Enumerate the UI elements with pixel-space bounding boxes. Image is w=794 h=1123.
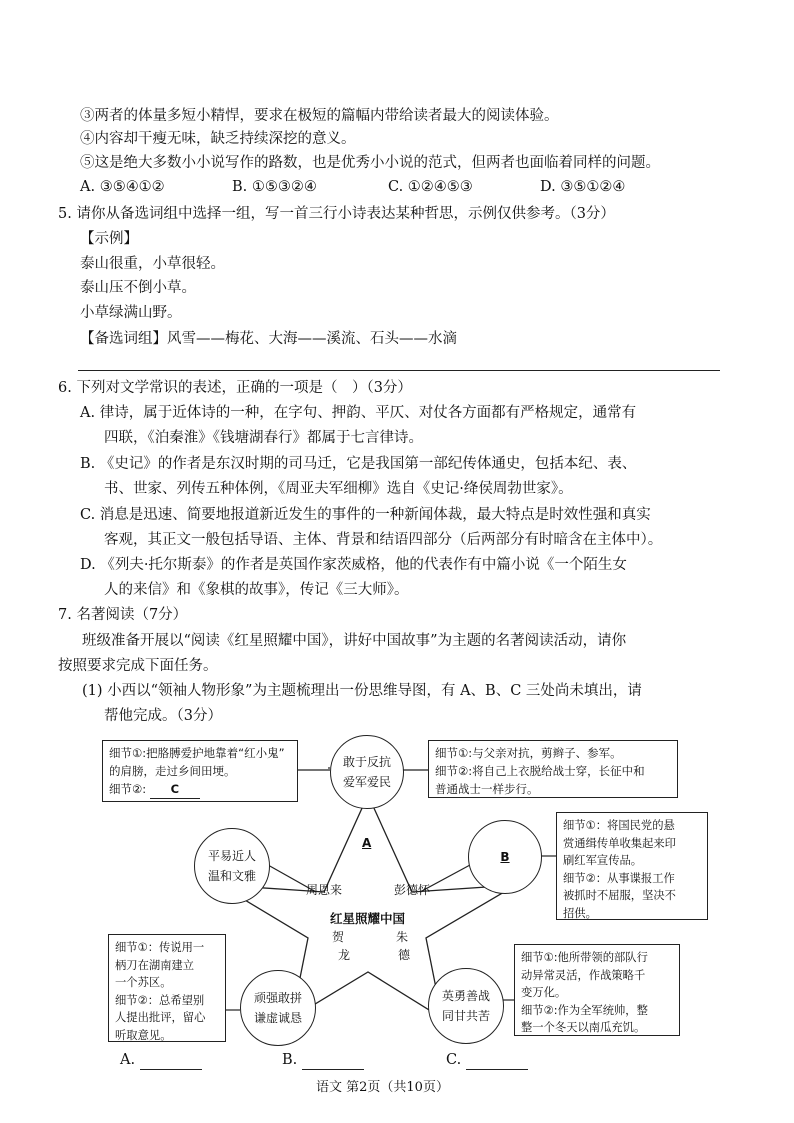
- detail-box-bottom-right: 细节①:他所带领的部队行 动异常灵活，作战策略千 变万化。 细节②:作为全军统帅，整 整一个冬天以南瓜充饥。: [514, 944, 680, 1036]
- trait-circle-bottom-left: 顽强敢拼 谦虚诚恳: [240, 970, 316, 1046]
- trait-circle-left: 平易近人 温和文雅: [194, 828, 270, 904]
- q6-option-d-line-1: D. 《列夫·托尔斯泰》的作者是英国作家茨威格，他的代表作有中篇小说《一个陌生女: [80, 557, 627, 573]
- q5-example-line-1: 泰山很重，小草很轻。: [80, 256, 225, 272]
- q4-option-b: B. ①⑤③②④: [232, 179, 317, 195]
- detail-box-top-left: 细节①:把胳膊爱护地靠着“红小鬼” 的肩膀，走过乡间田埂。 细节②: C: [102, 740, 298, 802]
- q7-heading: 7. 名著阅读（7分）: [58, 607, 188, 623]
- q6-option-c-line-1: C. 消息是迅速、简要地报道新近发生的事件的一种新闻体裁，最大特点是时效性强和真实: [80, 507, 651, 523]
- blank-a-marker[interactable]: A: [362, 836, 372, 850]
- q7-intro-line-2: 按照要求完成下面任务。: [58, 658, 218, 674]
- trait-circle-bottom-right: 英勇善战 同甘共苦: [428, 968, 504, 1044]
- q4-sentence-3: ③两者的体量多短小精悍，要求在极短的篇幅内带给读者最大的阅读体验。: [80, 108, 559, 124]
- detail-box-bottom-left: 细节①：传说用一 柄刀在湖南建立 一个苏区。 细节②：总希望别 人提出批评，留心 听取意见。: [108, 934, 226, 1042]
- page-footer: 语文 第2页（共10页）: [316, 1080, 449, 1095]
- q4-option-a: A. ③⑤④①②: [80, 179, 165, 195]
- trait-circle-top: 敢于反抗 爱军爱民: [330, 735, 404, 809]
- name-zhu-de-1: 朱: [396, 930, 409, 944]
- answer-b[interactable]: B.: [282, 1052, 364, 1070]
- name-he-long-2: 龙: [338, 948, 351, 962]
- q6-option-d-line-2: 人的来信》和《象棋的故事》，传记《三大师》。: [104, 582, 409, 598]
- q5-stem: 5. 请你从备选词组中选择一组，写一首三行小诗表达某种哲思，示例仅供参考。（3分）: [58, 206, 615, 222]
- name-he-long-1: 贺: [332, 930, 345, 944]
- q6-stem: 6. 下列对文学常识的表述，正确的一项是（ ）（3分）: [58, 380, 412, 396]
- q5-word-groups: 【备选词组】风雪——梅花、大海——溪流、石头——水滴: [80, 331, 457, 347]
- q5-example-line-3: 小草绿满山野。: [80, 305, 182, 321]
- detail-box-top-right: 细节①:与父亲对抗，剪辫子、参军。 细节②:将自己上衣脱给战士穿，长征中和 普通战士一样步行。: [428, 740, 678, 798]
- q7-sub1-line-2: 帮他完成。（3分）: [104, 708, 222, 724]
- q6-option-b-line-1: B. 《史记》的作者是东汉时期的司马迁，它是我国第一部纪传体通史，包括本纪、表、: [80, 456, 637, 472]
- q4-option-d: D. ③⑤①②④: [540, 179, 626, 195]
- answer-c[interactable]: C.: [446, 1052, 528, 1070]
- answer-a[interactable]: A.: [120, 1052, 202, 1070]
- detail-box-right: 细节①：将国民党的悬 赏通缉传单收集起来印 刷红军宣传品。 细节②：从事谍报工作 被抓时不屈服，坚决不 招供。: [556, 812, 708, 920]
- q4-sentence-4: ④内容却干瘦无味，缺乏持续深挖的意义。: [80, 131, 356, 147]
- center-title: 红星照耀中国: [330, 911, 406, 926]
- blank-c-marker[interactable]: C: [150, 781, 200, 800]
- q6-option-c-line-2: 客观，其正文一般包括导语、主体、背景和结语四部分（后两部分有时暗含在主体中）。: [104, 532, 663, 548]
- q4-sentence-5: ⑤这是绝大多数小小说写作的路数，也是优秀小小说的范式，但两者也面临着同样的问题。: [80, 155, 660, 171]
- q7-sub1-line-1: (1) 小西以“领袖人物形象”为主题梳理出一份思维导图，有 A、B、C 三处尚未填出，请: [82, 683, 642, 699]
- q5-example-line-2: 泰山压不倒小草。: [80, 280, 196, 296]
- q4-option-c: C. ①②④⑤③: [388, 179, 473, 195]
- q6-option-a-line-1: A. 律诗，属于近体诗的一种，在字句、押韵、平仄、对仗各方面都有严格规定，通常有: [80, 405, 637, 421]
- name-peng-dehuai: 彭德怀: [394, 883, 431, 897]
- q7-intro-line-1: 班级准备开展以“阅读《红星照耀中国》，讲好中国故事”为主题的名著阅读活动，请你: [82, 633, 627, 649]
- q6-option-a-line-2: 四联，《泊秦淮》《钱塘湖春行》都属于七言律诗。: [104, 430, 423, 446]
- q6-option-b-line-2: 书、世家、列传五种体例，《周亚夫军细柳》选自《史记·绛侯周勃世家》。: [104, 481, 573, 497]
- q5-example-heading: 【示例】: [80, 231, 138, 247]
- name-zhou-enlai: 周恩来: [306, 883, 343, 897]
- name-zhu-de-2: 德: [398, 948, 411, 962]
- trait-circle-right-blank-b[interactable]: B: [468, 820, 542, 894]
